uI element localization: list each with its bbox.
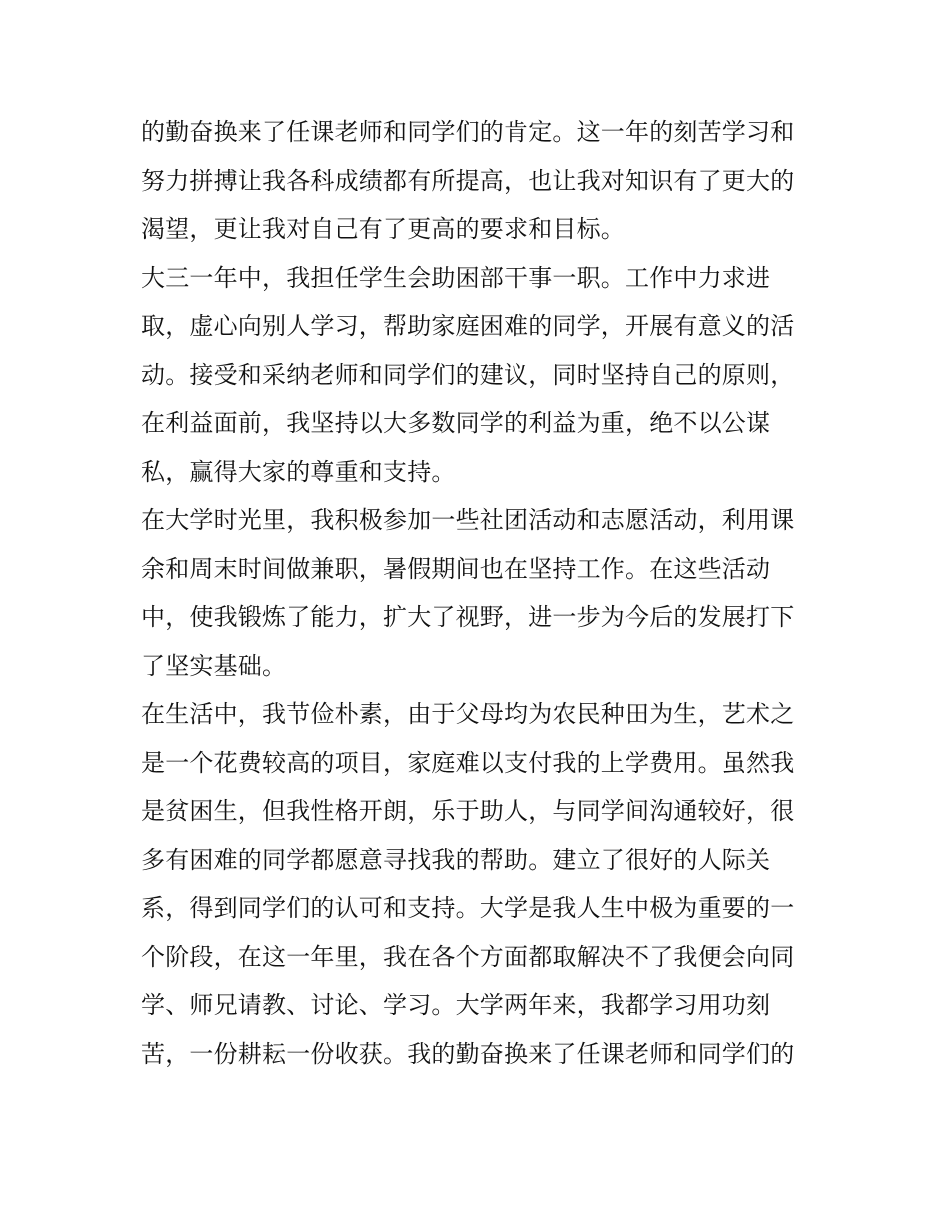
text-line: 的勤奋换来了任课老师和同学们的肯定。这一年的刻苦学习和 [141,118,795,146]
text-line: 私，赢得大家的尊重和支持。 [141,457,456,486]
text-line: 个阶段，在这一年里，我在各个方面都取解决不了我便会向同 [141,942,795,971]
text-line: 中，使我锻炼了能力，扩大了视野，进一步为今后的发展打下 [141,603,795,631]
text-line: 渴望，更让我对自己有了更高的要求和目标。 [141,215,625,243]
text-line: 系，得到同学们的认可和支持。大学是我人生中极为重要的一 [141,894,795,922]
text-line: 多有困难的同学都愿意寻找我的帮助。建立了很好的人际关 [141,845,771,874]
text-line: 在大学时光里，我积极参加一些社团活动和志愿活动，利用课 [141,506,795,534]
body-text [141,108,821,1078]
text-line: 学、师兄请教、讨论、学习。大学两年来，我都学习用功刻 [141,991,771,1019]
text-line: 在利益面前，我坚持以大多数同学的利益为重，绝不以公谋 [141,409,771,437]
text-line: 了坚实基础。 [141,651,287,680]
text-line: 大三一年中，我担任学生会助困部干事一职。工作中力求进 [141,263,771,292]
text-line: 取，虚心向别人学习，帮助家庭困难的同学，开展有意义的活 [141,312,795,340]
text-line: 动。接受和采纳老师和同学们的建议，同时坚持自己的原则， [141,360,795,389]
text-line: 是贫困生，但我性格开朗，乐于助人，与同学间沟通较好，很 [141,797,795,825]
text-line: 苦，一份耕耘一份收获。我的勤奋换来了任课老师和同学们的 [141,1039,795,1068]
text-line: 是一个花费较高的项目，家庭难以支付我的上学费用。虽然我 [141,748,795,777]
text-line: 余和周末时间做兼职，暑假期间也在坚持工作。在这些活动 [141,554,771,583]
text-line: 在生活中，我节俭朴素，由于父母均为农民种田为生，艺术之 [141,700,795,728]
text-line: 努力拼搏让我各科成绩都有所提高，也让我对知识有了更大的 [141,166,795,195]
